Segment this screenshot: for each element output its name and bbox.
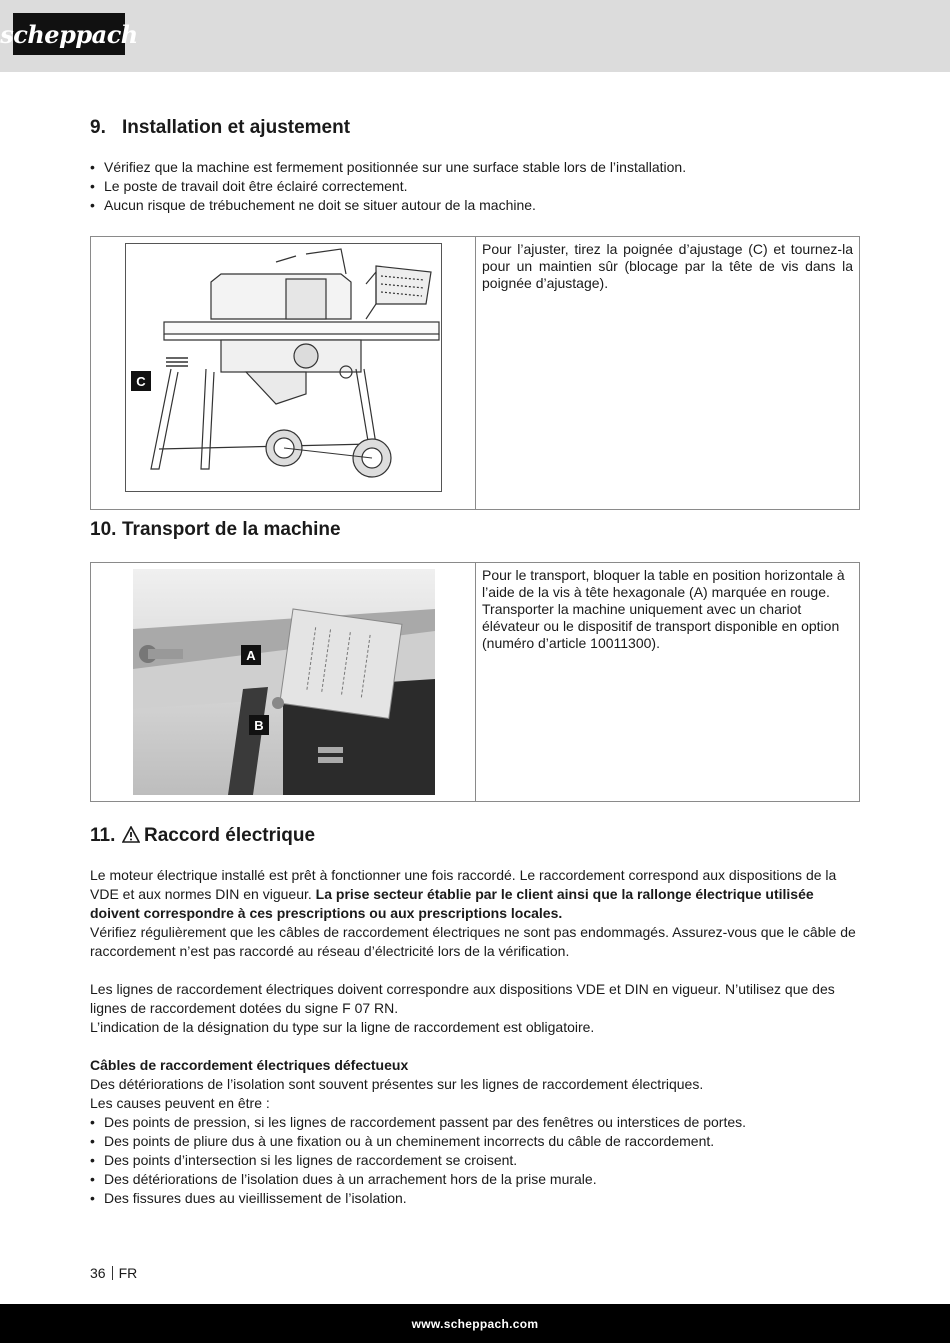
list-item: • Des points d’intersection si les lignes de raccordement se croisent. bbox=[90, 1151, 860, 1170]
paragraph-bold-text: La prise secteur établie par le client ainsi que la rallonge électrique utilisée doivent correspondre à ces prescriptions ou aux prescriptions locales. bbox=[90, 886, 814, 921]
section-9-description: Pour l’ajuster, tirez la poignée d’ajustage (C) et tournez-la pour un maintien sûr (blocage par la tête de vis dans la poignée d’ajustage). bbox=[482, 241, 853, 291]
section-9-figure-table bbox=[90, 236, 860, 510]
section-11-heading bbox=[90, 825, 315, 849]
page-footer bbox=[90, 1265, 137, 1281]
figure-label-c: C bbox=[131, 371, 151, 391]
section-title: Raccord électrique bbox=[144, 825, 316, 846]
paragraph-text: Le moteur électrique installé est prêt à fonctionner une fois raccordé. Le raccordement correspond aux dispositions de la VDE et aux normes DIN en vigueur. bbox=[90, 867, 837, 902]
section-10-description: Pour le transport, bloquer la table en position horizontale à l’aide de la vis à tête hexagonale (A) marquée en rouge. Transporter la machine uniquement avec un chariot élévateur ou le dispositif de transport disponible en option (numéro d’article 10011300). bbox=[482, 567, 845, 651]
language-code: FR bbox=[118, 1265, 138, 1281]
section-title: Installation et ajustement bbox=[122, 117, 351, 138]
figure-cell bbox=[91, 563, 476, 801]
section-10-heading bbox=[90, 519, 341, 541]
list-item: • Des points de pression, si les lignes de raccordement passent par des fenêtres ou interstices de portes. bbox=[90, 1113, 860, 1132]
paragraph: Les causes peuvent en être : bbox=[90, 1095, 270, 1111]
list-item: • Le poste de travail doit être éclairé correctement. bbox=[90, 177, 860, 196]
subheading: Câbles de raccordement électriques défectueux bbox=[90, 1057, 409, 1073]
list-item: • Des détériorations de l’isolation dues à un arrachement hors de la prise murale. bbox=[90, 1170, 860, 1189]
brand-logo: scheppach bbox=[13, 13, 125, 55]
machine-drawing-frame bbox=[125, 243, 442, 492]
figure-cell bbox=[91, 237, 476, 509]
transport-photo bbox=[133, 569, 435, 795]
saw-bench-drawing bbox=[126, 244, 441, 491]
figure-label-a: A bbox=[241, 645, 261, 665]
paragraph: Des détériorations de l’isolation sont souvent présentes sur les lignes de raccordement électriques. bbox=[90, 1076, 704, 1092]
section-9-heading bbox=[90, 117, 350, 139]
section-number: 11. bbox=[90, 825, 116, 846]
section-11-bullet-list bbox=[90, 1113, 860, 1208]
paragraph: L’indication de la désignation du type sur la ligne de raccordement est obligatoire. bbox=[90, 1019, 595, 1035]
website-url: www.scheppach.com bbox=[411, 1316, 539, 1331]
figure-label-b: B bbox=[249, 715, 269, 735]
header-band bbox=[0, 0, 950, 72]
footer-band bbox=[0, 1304, 950, 1343]
section-title: Transport de la machine bbox=[122, 519, 341, 540]
section-9-bullet-list bbox=[90, 158, 860, 215]
page-number: 36 bbox=[90, 1265, 106, 1281]
transport-photo-illustration bbox=[133, 569, 435, 795]
paragraph bbox=[90, 866, 860, 923]
section-number: 10. bbox=[90, 519, 117, 540]
list-item: • Des points de pliure dus à une fixation ou à un cheminement incorrects du câble de raccordement. bbox=[90, 1132, 860, 1151]
section-11-body bbox=[90, 866, 860, 1208]
warning-icon bbox=[122, 826, 144, 849]
section-10-figure-table bbox=[90, 562, 860, 802]
list-item: • Vérifiez que la machine est fermement positionnée sur une surface stable lors de l’installation. bbox=[90, 158, 860, 177]
section-number: 9. bbox=[90, 117, 106, 138]
list-item: • Des fissures dues au vieillissement de l’isolation. bbox=[90, 1189, 860, 1208]
paragraph: Vérifiez régulièrement que les câbles de raccordement électriques ne sont pas endommagés. Assurez-vous que le câble de raccordement n’est pas raccordé au réseau d’électricité lors de la vérification. bbox=[90, 924, 856, 959]
footer-separator bbox=[112, 1266, 113, 1280]
list-item: • Aucun risque de trébuchement ne doit se situer autour de la machine. bbox=[90, 196, 860, 215]
paragraph: Les lignes de raccordement électriques doivent correspondre aux dispositions VDE et DIN en vigueur. N’utilisez que des lignes de raccordement dotées du signe F 07 RN. bbox=[90, 981, 835, 1016]
